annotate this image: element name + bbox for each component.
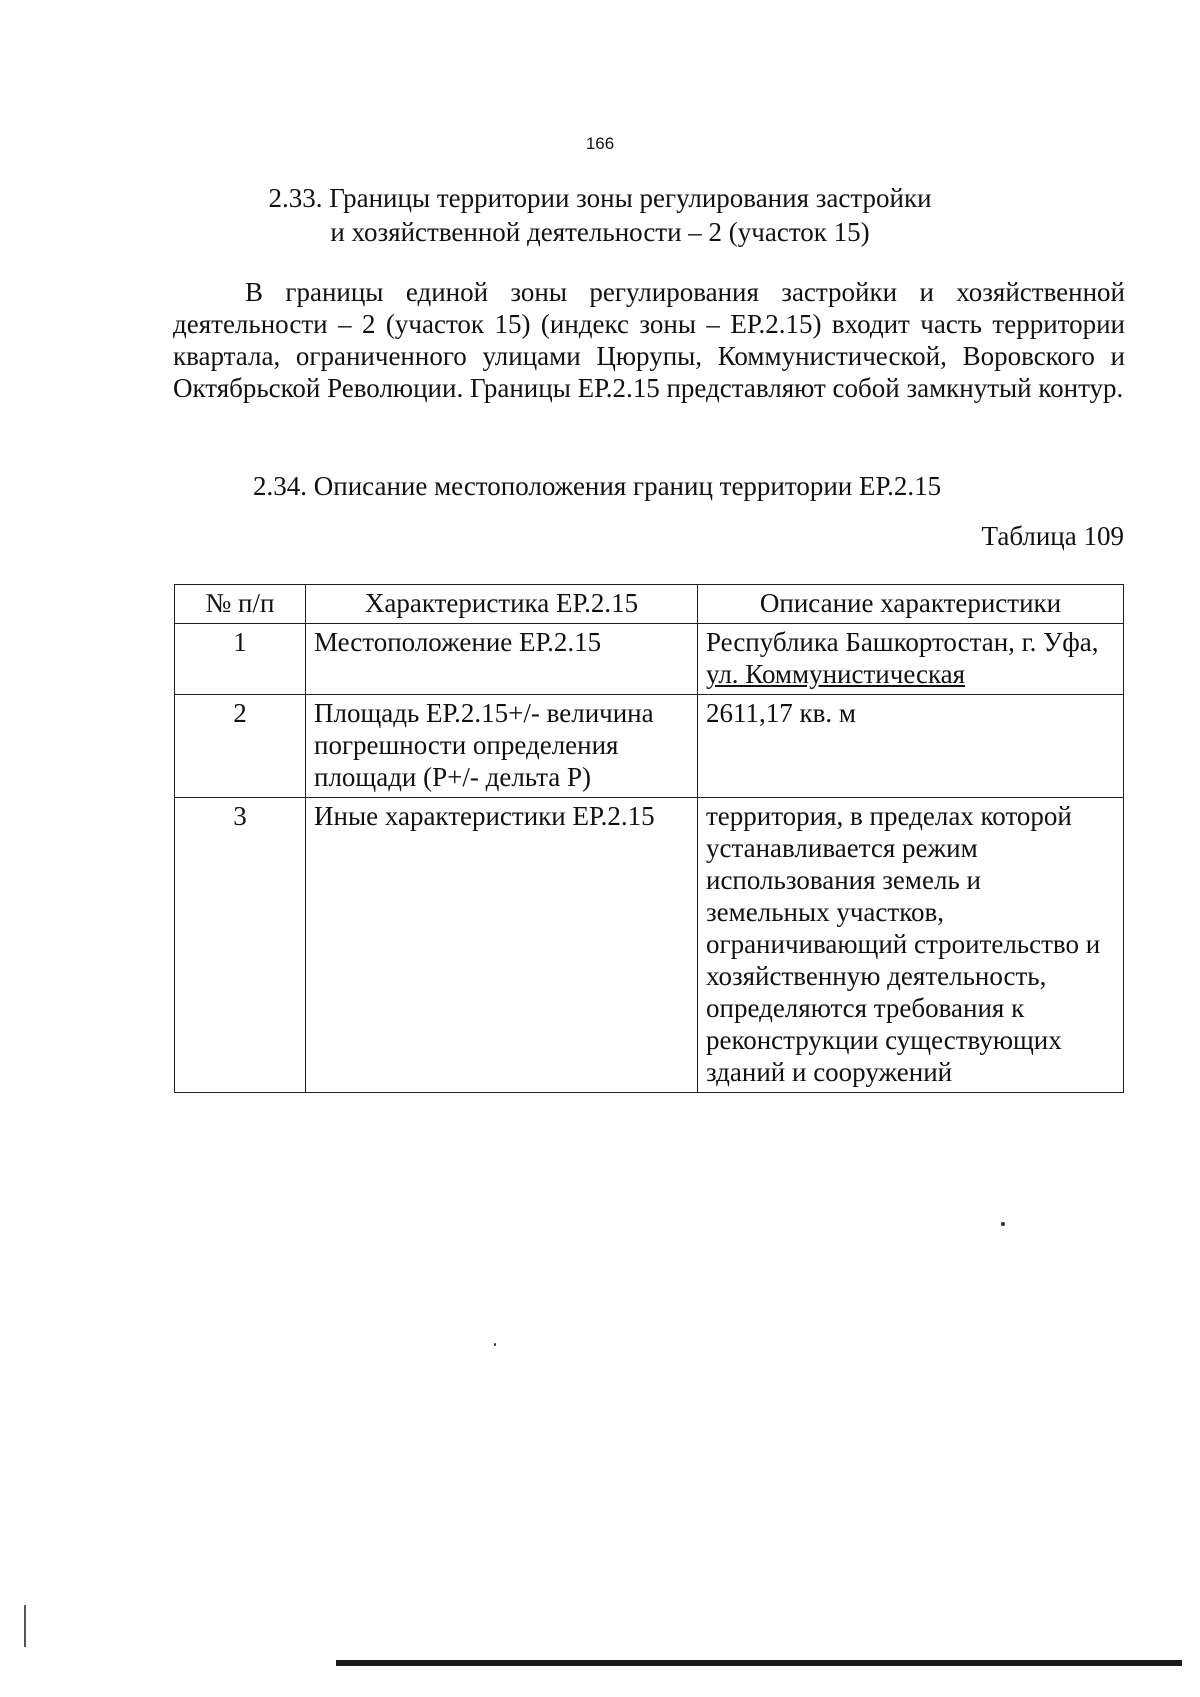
scan-edge-mark: [24, 1605, 26, 1647]
section-title-line-2: и хозяйственной деятельности – 2 (участок 15): [330, 217, 870, 247]
page-number: 166: [585, 134, 615, 153]
body-paragraph: В границы единой зоны регулирования застройки и хозяйственной деятельности – 2 (участок 15) (индекс зоны – ЕР.2.15) входит часть территории квартала, ограниченного улицами Цюрупы, Коммунистической, Воровского и Октябрьской Революции. Границы ЕР.2.15 представляют собой замкнутый контур.: [173, 277, 1125, 403]
table-caption: Таблица 109: [981, 521, 1124, 551]
row-num: 1: [175, 624, 306, 695]
row-description: [698, 624, 1124, 695]
description-line-1: Республика Башкортостан, г. Уфа,: [706, 627, 1099, 657]
row-characteristic: Местоположение ЕР.2.15: [306, 624, 698, 695]
header-characteristic: Характеристика ЕР.2.15: [306, 585, 698, 624]
section-title-2-34: 2.34. Описание местоположения границ территории ЕР.2.15: [253, 471, 942, 501]
table-header-row: [175, 585, 1124, 624]
description-line-2: ул. Коммунистическая: [706, 659, 966, 689]
scan-bottom-bar: [336, 1660, 1182, 1666]
section-title-line-1: 2.33. Границы территории зоны регулирования застройки: [268, 183, 932, 213]
characteristics-table: [174, 584, 1124, 1093]
row-characteristic: Площадь ЕР.2.15+/- величина погрешности определения площади (Р+/- дельта Р): [306, 695, 698, 798]
scan-speck: [494, 1343, 496, 1346]
header-num: № п/п: [175, 585, 306, 624]
row-characteristic: Иные характеристики ЕР.2.15: [306, 798, 698, 1093]
row-num: 2: [175, 695, 306, 798]
header-description: Описание характеристики: [698, 585, 1124, 624]
table-row: [175, 624, 1124, 695]
row-description: территория, в пределах которой устанавливается режим использования земель и земельных участков, ограничивающий строительство и хозяйственную деятельность, определяются требования к реконструкции существующих зданий и сооружений: [698, 798, 1124, 1093]
row-num: 3: [175, 798, 306, 1093]
section-title-2-33: [0, 181, 1200, 249]
table-row: [175, 798, 1124, 1093]
row-description: 2611,17 кв. м: [698, 695, 1124, 798]
scan-speck: [1001, 1222, 1005, 1226]
table-row: [175, 695, 1124, 798]
